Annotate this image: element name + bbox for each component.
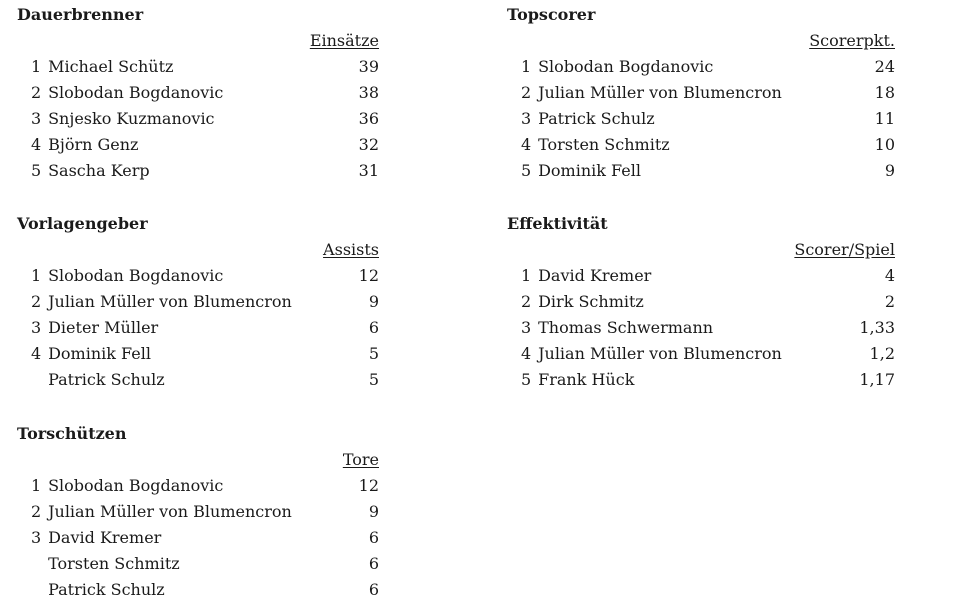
player-name: Patrick Schulz <box>538 109 655 128</box>
player-name: Slobodan Bogdanovic <box>48 83 224 102</box>
rank: 3 <box>31 318 42 337</box>
player-name: Slobodan Bogdanovic <box>48 266 224 285</box>
player-name: Dirk Schmitz <box>538 292 644 311</box>
table-row <box>17 263 379 289</box>
column-header <box>17 28 379 54</box>
stat-value: 36 <box>358 109 379 128</box>
rank: 4 <box>31 344 42 363</box>
stat-value: 11 <box>874 109 895 128</box>
section-title: Vorlagengeber <box>17 214 148 233</box>
column-header <box>17 237 379 263</box>
player-name: Sascha Kerp <box>48 161 150 180</box>
player-name: Dominik Fell <box>48 344 151 363</box>
player-name: Dominik Fell <box>538 161 641 180</box>
column-header-label: Tore <box>342 450 379 469</box>
section-dauerbrenner <box>17 2 379 184</box>
rank: 2 <box>31 502 42 521</box>
player-name: Michael Schütz <box>48 57 174 76</box>
stat-value: 12 <box>358 266 379 285</box>
section-title: Effektivität <box>507 214 608 233</box>
stat-value: 1,17 <box>859 370 895 389</box>
column-header-label: Scorerpkt. <box>809 31 895 50</box>
table-row <box>507 132 895 158</box>
rank: 5 <box>521 370 532 389</box>
section-topscorer <box>507 2 895 184</box>
player-name: Snjesko Kuzmanovic <box>48 109 215 128</box>
stat-value: 1,2 <box>869 344 895 363</box>
rank: 2 <box>521 83 532 102</box>
stat-value: 10 <box>874 135 895 154</box>
section-title: Topscorer <box>507 5 596 24</box>
stat-value: 4 <box>884 266 895 285</box>
section-vorlagengeber <box>17 211 379 393</box>
table-row <box>17 341 379 367</box>
rank: 2 <box>31 83 42 102</box>
rank: 4 <box>521 344 532 363</box>
table-row <box>507 54 895 80</box>
section-torschuetzen <box>17 421 379 603</box>
rank: 1 <box>521 57 532 76</box>
table-row <box>507 80 895 106</box>
stat-value: 6 <box>368 580 379 599</box>
rank: 4 <box>31 135 42 154</box>
table-row <box>17 499 379 525</box>
rank <box>31 367 43 393</box>
column-header-label: Assists <box>323 240 379 259</box>
section-title: Torschützen <box>17 424 127 443</box>
stat-value: 6 <box>368 528 379 547</box>
stat-value: 18 <box>874 83 895 102</box>
rank: 2 <box>31 292 42 311</box>
table-row <box>17 80 379 106</box>
player-name: Patrick Schulz <box>48 370 165 389</box>
rank: 1 <box>521 266 532 285</box>
player-name: Julian Müller von Blumencron <box>48 292 292 311</box>
rank: 3 <box>521 318 532 337</box>
player-name: Slobodan Bogdanovic <box>48 476 224 495</box>
stat-value: 5 <box>368 344 379 363</box>
table-row <box>507 367 895 393</box>
player-name: Dieter Müller <box>48 318 159 337</box>
column-header-label: Einsätze <box>309 31 379 50</box>
column-header <box>17 447 379 473</box>
stat-value: 31 <box>358 161 379 180</box>
rank: 3 <box>31 109 42 128</box>
stat-value: 2 <box>884 292 895 311</box>
column-header <box>507 28 895 54</box>
rank <box>31 577 43 603</box>
rank: 5 <box>31 161 42 180</box>
stat-value: 9 <box>368 292 379 311</box>
rank: 1 <box>31 57 42 76</box>
player-name: Thomas Schwermann <box>538 318 714 337</box>
rank: 2 <box>521 292 532 311</box>
table-row <box>17 289 379 315</box>
table-row <box>17 473 379 499</box>
stat-value: 1,33 <box>859 318 895 337</box>
column-header <box>507 237 895 263</box>
player-name: Julian Müller von Blumencron <box>48 502 292 521</box>
table-row <box>17 132 379 158</box>
table-row <box>17 315 379 341</box>
table-row <box>507 106 895 132</box>
stat-value: 32 <box>358 135 379 154</box>
player-name: Julian Müller von Blumencron <box>538 83 782 102</box>
player-name: Patrick Schulz <box>48 580 165 599</box>
player-name: Frank Hück <box>538 370 635 389</box>
stat-value: 9 <box>368 502 379 521</box>
table-row <box>17 158 379 184</box>
stat-value: 24 <box>874 57 895 76</box>
table-row <box>507 315 895 341</box>
rank: 3 <box>521 109 532 128</box>
player-name: Björn Genz <box>48 135 139 154</box>
player-name: Torsten Schmitz <box>48 554 180 573</box>
table-row <box>507 263 895 289</box>
stat-value: 38 <box>358 83 379 102</box>
player-name: Julian Müller von Blumencron <box>538 344 782 363</box>
player-name: Torsten Schmitz <box>538 135 670 154</box>
table-row <box>507 158 895 184</box>
rank <box>31 551 43 577</box>
rank: 1 <box>31 476 42 495</box>
player-name: David Kremer <box>538 266 652 285</box>
table-row <box>17 551 379 577</box>
table-row <box>17 54 379 80</box>
player-name: Slobodan Bogdanovic <box>538 57 714 76</box>
rank: 3 <box>31 528 42 547</box>
column-header-label: Scorer/Spiel <box>794 240 895 259</box>
table-row <box>507 289 895 315</box>
rank: 1 <box>31 266 42 285</box>
table-row <box>17 367 379 393</box>
rank: 4 <box>521 135 532 154</box>
table-row <box>17 106 379 132</box>
section-title: Dauerbrenner <box>17 5 144 24</box>
stat-value: 6 <box>368 318 379 337</box>
stat-value: 12 <box>358 476 379 495</box>
section-effektivitaet <box>507 211 895 393</box>
table-row <box>17 525 379 551</box>
stat-value: 39 <box>358 57 379 76</box>
table-row <box>507 341 895 367</box>
stat-value: 6 <box>368 554 379 573</box>
player-name: David Kremer <box>48 528 162 547</box>
stat-value: 9 <box>884 161 895 180</box>
rank: 5 <box>521 161 532 180</box>
stat-value: 5 <box>368 370 379 389</box>
table-row <box>17 577 379 603</box>
